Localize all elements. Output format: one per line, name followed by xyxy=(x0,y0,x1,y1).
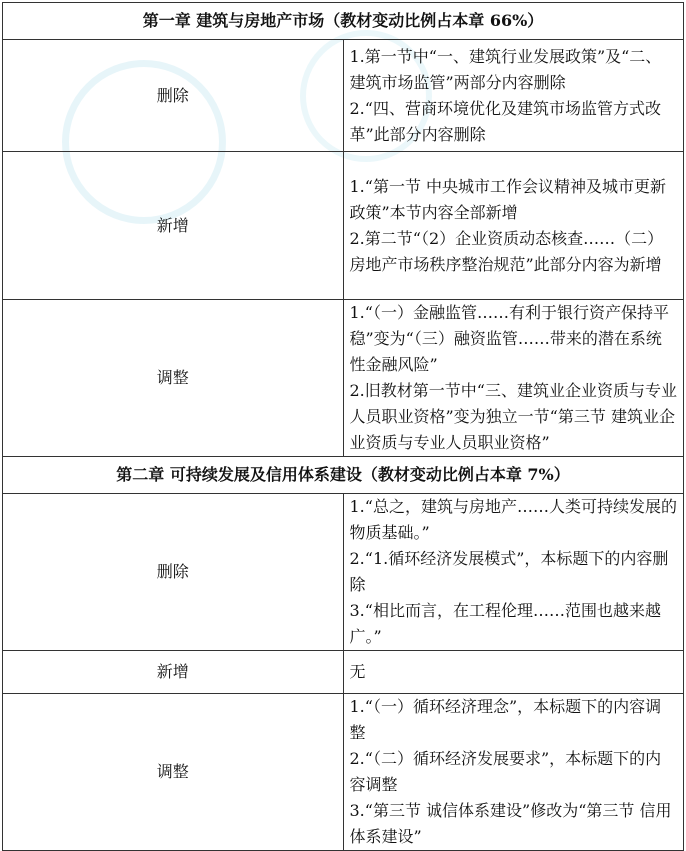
table-row xyxy=(3,40,684,152)
row-content xyxy=(343,694,684,851)
chapter-1-title: 第一章 建筑与房地产市场（教材变动比例占本章 66%） xyxy=(3,3,684,40)
row-label-delete: 删除 xyxy=(3,40,344,152)
row-label-delete: 删除 xyxy=(3,494,344,651)
table-row xyxy=(3,694,684,851)
list-item: 无 xyxy=(349,662,366,681)
list-item: 1.“第一节 中央城市工作会议精神及城市更新政策”本节内容全部新增 xyxy=(349,176,667,222)
changes-table xyxy=(2,2,684,851)
table-row xyxy=(3,651,684,694)
row-content xyxy=(343,40,684,152)
chapter-2-title: 第二章 可持续发展及信用体系建设（教材变动比例占本章 7%） xyxy=(3,457,684,494)
list-item: 2.旧教材第一节中“三、建筑业企业资质与专业人员职业资格”变为独立一节“第三节 建筑业企业资质与专业人员职业资格” xyxy=(349,381,677,452)
list-item: 1.“总之，建筑与房地产……人类可持续发展的物质基础。” xyxy=(349,497,677,542)
row-label-adjust: 调整 xyxy=(3,300,344,457)
list-item: 2.“（二）循环经济发展要求”，本标题下的内容调整 xyxy=(349,749,662,794)
table-row xyxy=(3,152,684,300)
row-content xyxy=(343,152,684,300)
list-item: 3.“第三节 诚信体系建设”修改为“第三节 信用体系建设” xyxy=(349,801,672,846)
list-item: 1.第一节中“一、建筑行业发展政策”及“二、建筑市场监管”两部分内容删除 xyxy=(349,46,662,92)
list-item: 2.“四、营商环境优化及建筑市场监管方式改革”此部分内容删除 xyxy=(349,98,661,144)
table-row xyxy=(3,494,684,651)
list-item: 2.“1.循环经济发展模式”，本标题下的内容删除 xyxy=(349,549,669,594)
list-item: 3.“相比而言，在工程伦理……范围也越来越广。” xyxy=(349,601,661,646)
row-label-add: 新增 xyxy=(3,651,344,694)
table-row xyxy=(3,300,684,457)
list-item: 2.第二节“（2）企业资质动态核查……（二）房地产市场秩序整治规范”此部分内容为新增 xyxy=(349,228,664,274)
row-label-add: 新增 xyxy=(3,152,344,300)
list-item: 1.“（一）金融监管……有利于银行资产保持平稳”变为“（三）融资监管……带来的潜在系统性金融风险” xyxy=(349,303,669,374)
row-label-adjust: 调整 xyxy=(3,694,344,851)
row-content xyxy=(343,300,684,457)
row-content xyxy=(343,651,684,694)
list-item: 1.“（一）循环经济理念”，本标题下的内容调整 xyxy=(349,697,662,742)
row-content xyxy=(343,494,684,651)
